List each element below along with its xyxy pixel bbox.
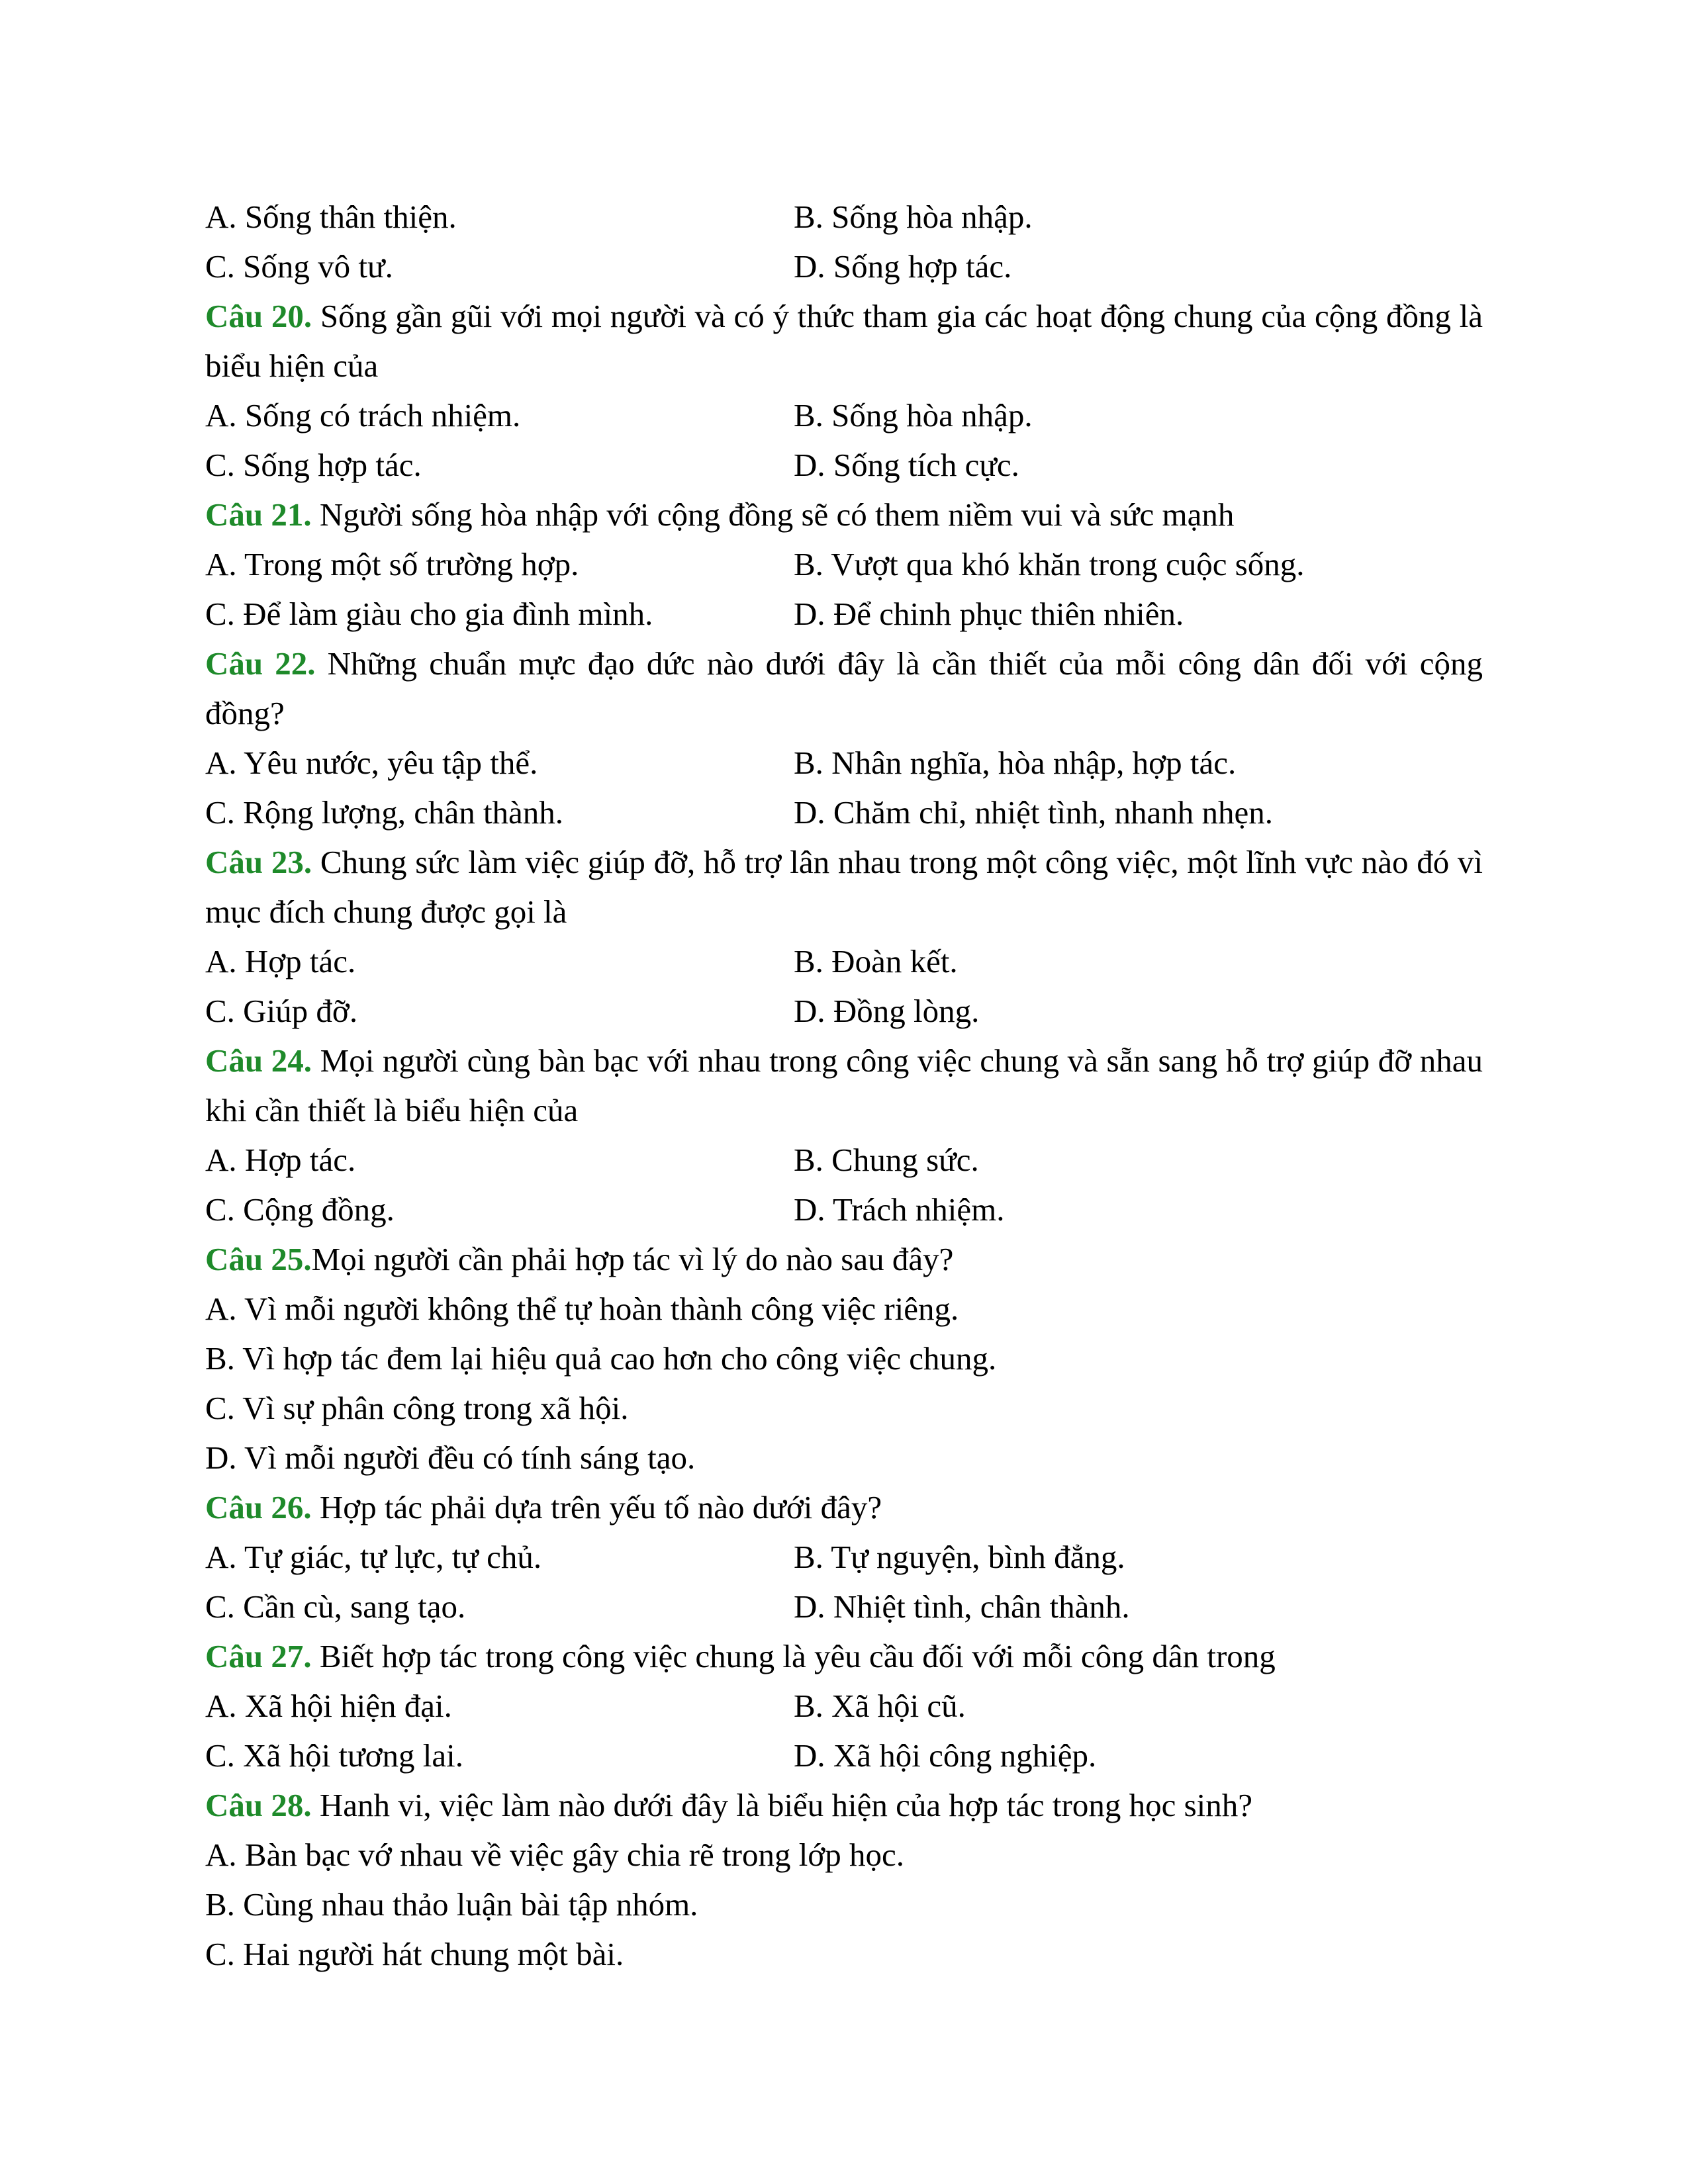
question-27 [205, 1631, 1483, 1780]
option-b: B. Sống hòa nhập. [794, 199, 1033, 235]
question-25 [205, 1234, 1483, 1482]
question-28 [205, 1780, 1483, 1979]
option-b: B. Đoàn kết. [794, 943, 958, 979]
question-text: Biết hợp tác trong công việc chung là yêu cầu đối với mỗi công dân trong [319, 1638, 1276, 1674]
question-label: Câu 25. [205, 1241, 312, 1277]
options-grid [205, 539, 1483, 639]
question-label: Câu 22. [205, 645, 316, 682]
question-19-options [205, 192, 1483, 291]
option-c: C. Cộng đồng. [205, 1191, 395, 1228]
question-text: Sống gần gũi với mọi người và có ý thức tham gia các hoạt động chung của cộng đồng là biểu hiện của [205, 298, 1483, 384]
options-grid [205, 1284, 1483, 1482]
question-stem [205, 1482, 1483, 1532]
question-stem [205, 1631, 1483, 1681]
option-c: C. Sống hợp tác. [205, 447, 422, 483]
option-b: B. Chung sức. [794, 1142, 979, 1178]
question-label: Câu 20. [205, 298, 312, 334]
option-b: B. Sống hòa nhập. [794, 397, 1033, 433]
question-24 [205, 1036, 1483, 1234]
option-c: C. Hai người hát chung một bài. [205, 1936, 624, 1972]
question-text: Những chuẩn mực đạo dức nào dưới đây là cần thiết của mỗi công dân đối với cộng đồng? [205, 645, 1483, 731]
question-stem [205, 1036, 1483, 1135]
option-c: C. Sống vô tư. [205, 248, 393, 285]
question-text: Hợp tác phải dựa trên yếu tố nào dưới đây? [319, 1489, 882, 1525]
question-label: Câu 23. [205, 844, 312, 880]
option-c: C. Rộng lượng, chân thành. [205, 794, 564, 831]
option-a: A. Sống có trách nhiệm. [205, 397, 521, 433]
question-label: Câu 27. [205, 1638, 312, 1674]
question-text: Hanh vi, việc làm nào dưới đây là biểu hiện của hợp tác trong học sinh? [319, 1787, 1253, 1823]
options-grid [205, 390, 1483, 490]
question-label: Câu 24. [205, 1042, 312, 1079]
option-a: A. Tự giác, tự lực, tự chủ. [205, 1539, 542, 1575]
question-label: Câu 28. [205, 1787, 312, 1823]
question-text: Người sống hòa nhập với cộng đồng sẽ có them niềm vui và sức mạnh [319, 496, 1235, 533]
option-d: D. Vì mỗi người đều có tính sáng tạo. [205, 1439, 696, 1476]
option-a: A. Hợp tác. [205, 1142, 356, 1178]
question-stem [205, 1780, 1483, 1830]
option-a: A. Hợp tác. [205, 943, 356, 979]
question-26 [205, 1482, 1483, 1631]
option-d: D. Trách nhiệm. [794, 1191, 1005, 1228]
option-b: B. Cùng nhau thảo luận bài tập nhóm. [205, 1886, 698, 1923]
question-text: Mọi người cùng bàn bạc với nhau trong công việc chung và sẵn sang hỗ trợ giúp đỡ nhau khi cần thiết là biểu hiện của [205, 1042, 1483, 1128]
option-d: D. Chăm chỉ, nhiệt tình, nhanh nhẹn. [794, 794, 1273, 831]
option-c: C. Để làm giàu cho gia đình mình. [205, 596, 653, 632]
option-a: A. Xã hội hiện đại. [205, 1688, 452, 1724]
question-22 [205, 639, 1483, 837]
option-d: D. Xã hội công nghiệp. [794, 1737, 1097, 1774]
option-c: C. Vì sự phân công trong xã hội. [205, 1390, 629, 1426]
option-b: B. Tự nguyện, bình đẳng. [794, 1539, 1125, 1575]
question-label: Câu 26. [205, 1489, 312, 1525]
option-a: A. Vì mỗi người không thể tự hoàn thành công việc riêng. [205, 1291, 959, 1327]
option-c: C. Cần cù, sang tạo. [205, 1588, 466, 1625]
option-b: B. Vượt qua khó khăn trong cuộc sống. [794, 546, 1305, 582]
question-21 [205, 490, 1483, 639]
option-c: C. Giúp đỡ. [205, 993, 358, 1029]
question-23 [205, 837, 1483, 1036]
question-label: Câu 21. [205, 496, 312, 533]
options-grid [205, 192, 1483, 291]
option-d: D. Nhiệt tình, chân thành. [794, 1588, 1130, 1625]
option-a: A. Bàn bạc vớ nhau về việc gây chia rẽ trong lớp học. [205, 1837, 904, 1873]
question-stem [205, 837, 1483, 936]
question-stem [205, 639, 1483, 738]
question-text: Mọi người cần phải hợp tác vì lý do nào sau đây? [311, 1241, 954, 1277]
question-stem [205, 291, 1483, 390]
option-d: D. Sống tích cực. [794, 447, 1019, 483]
options-grid [205, 1681, 1483, 1780]
option-b: B. Xã hội cũ. [794, 1688, 966, 1724]
option-d: D. Sống hợp tác. [794, 248, 1012, 285]
option-b: B. Vì hợp tác đem lại hiệu quả cao hơn cho công việc chung. [205, 1340, 997, 1377]
options-grid [205, 738, 1483, 837]
option-a: A. Yêu nước, yêu tập thể. [205, 745, 538, 781]
option-d: D. Để chinh phục thiên nhiên. [794, 596, 1184, 632]
option-d: D. Đồng lòng. [794, 993, 980, 1029]
option-a: A. Trong một số trường hợp. [205, 546, 579, 582]
options-grid [205, 1135, 1483, 1234]
question-stem [205, 490, 1483, 539]
options-grid [205, 1532, 1483, 1631]
option-c: C. Xã hội tương lai. [205, 1737, 463, 1774]
question-stem [205, 1234, 1483, 1284]
question-20 [205, 291, 1483, 490]
option-b: B. Nhân nghĩa, hòa nhập, hợp tác. [794, 745, 1237, 781]
options-grid [205, 1830, 1483, 1979]
options-grid [205, 936, 1483, 1036]
option-a: A. Sống thân thiện. [205, 199, 457, 235]
question-text: Chung sức làm việc giúp đỡ, hỗ trợ lân nhau trong một công việc, một lĩnh vực nào đó vì mục đích chung được gọi là [205, 844, 1483, 930]
question-list [205, 192, 1483, 1979]
